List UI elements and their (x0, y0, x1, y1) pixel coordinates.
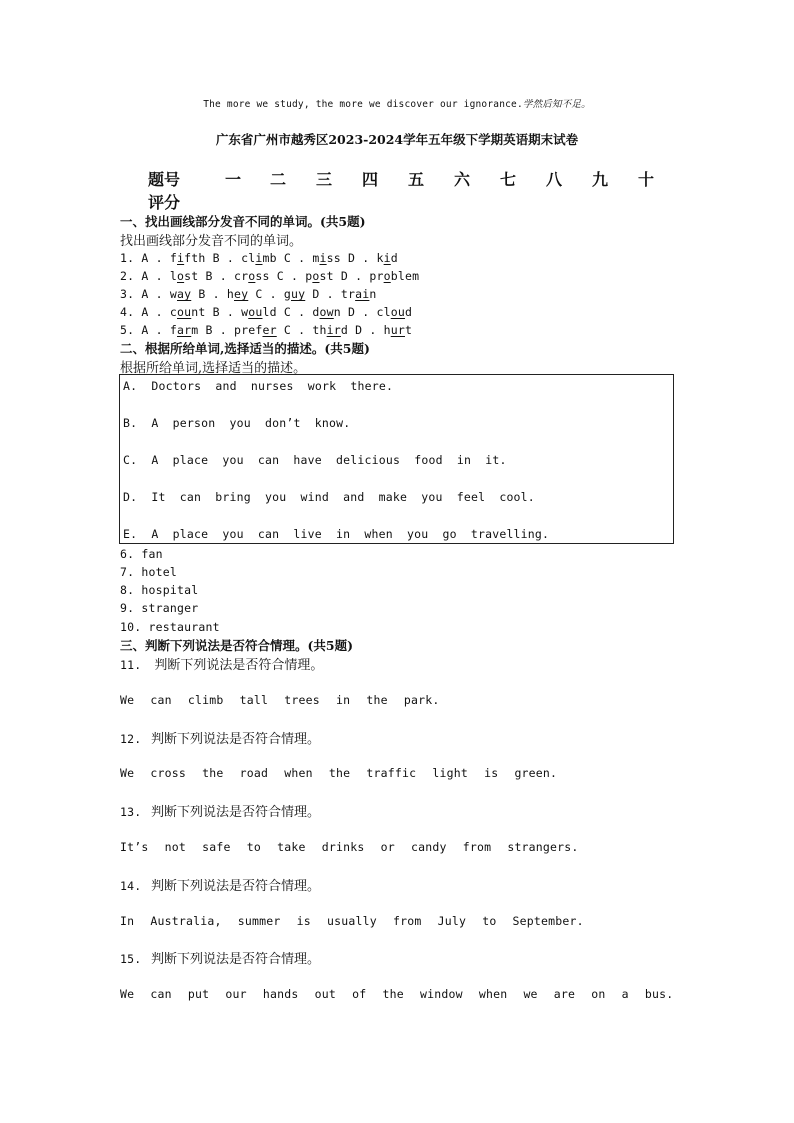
score-column: 九 (592, 170, 609, 189)
section1-instruction: 找出画线部分发音不同的单词。 (120, 234, 303, 249)
score-column: 三 (316, 170, 333, 189)
question-3: 3. A . way B . hey C . guy D . train (120, 287, 377, 301)
question-4: 4. A . count B . would C . down D . cloud (120, 305, 413, 319)
judge-item-11-prompt: 11. 判断下列说法是否符合情理。 (120, 658, 324, 673)
judge-item-15-statement: We can put our hands out of the window when we are on a bus. (120, 987, 674, 1001)
section3-heading: 三、判断下列说法是否符合情理。(共5题) (120, 638, 354, 653)
word-item: 9. stranger (120, 601, 199, 615)
score-column: 八 (546, 170, 563, 189)
judge-item-12-statement: We cross the road when the traffic light is green. (120, 766, 558, 780)
word-item: 6. fan (120, 547, 163, 561)
score-column: 一 (225, 170, 242, 189)
score-column: 四 (362, 170, 379, 189)
motto (0, 96, 794, 110)
motto-english: The more we study, the more we discover our ignorance. (203, 99, 523, 110)
score-column: 二 (270, 170, 287, 189)
judge-item-12-prompt: 12. 判断下列说法是否符合情理。 (120, 732, 321, 747)
word-item: 7. hotel (120, 565, 177, 579)
word-item: 10. restaurant (120, 620, 220, 634)
question-5: 5. A . farm B . prefer C . third D . hurt (120, 323, 413, 337)
section2-instruction: 根据所给单词,选择适当的描述。 (120, 361, 307, 376)
judge-item-13-prompt: 13. 判断下列说法是否符合情理。 (120, 805, 321, 820)
score-column: 六 (454, 170, 471, 189)
judge-item-14-prompt: 14. 判断下列说法是否符合情理。 (120, 879, 321, 894)
section1-heading: 一、找出画线部分发音不同的单词。(共5题) (120, 214, 366, 229)
motto-chinese: 学然后知不足。 (522, 99, 591, 110)
question-number-label: 题号 (148, 170, 181, 189)
options-box (119, 374, 674, 544)
option-d: D. It can bring you wind and make you feel cool. (123, 490, 535, 504)
question-1: 1. A . fifth B . climb C . miss D . kid (120, 251, 398, 265)
exam-title: 广东省广州市越秀区2023-2024学年五年级下学期英语期末试卷 (215, 132, 579, 147)
question-2: 2. A . lost B . cross C . post D . problem (120, 269, 420, 283)
score-column: 五 (408, 170, 425, 189)
section2-heading: 二、根据所给单词,选择适当的描述。(共5题) (120, 341, 370, 356)
option-e: E. A place you can live in when you go travelling. (123, 527, 550, 541)
judge-item-11-statement: We can climb tall trees in the park. (120, 693, 440, 707)
score-column: 七 (500, 170, 517, 189)
judge-item-15-prompt: 15. 判断下列说法是否符合情理。 (120, 952, 321, 967)
option-c: C. A place you can have delicious food in it. (123, 453, 507, 467)
judge-item-13-statement: It’s not safe to take drinks or candy from strangers. (120, 840, 579, 854)
option-a: A. Doctors and nurses work there. (123, 379, 394, 393)
score-column: 十 (638, 170, 655, 189)
word-item: 8. hospital (120, 583, 199, 597)
option-b: B. A person you don’t know. (123, 416, 351, 430)
judge-item-14-statement: In Australia, summer is usually from July to September. (120, 914, 584, 928)
score-label: 评分 (148, 193, 181, 212)
